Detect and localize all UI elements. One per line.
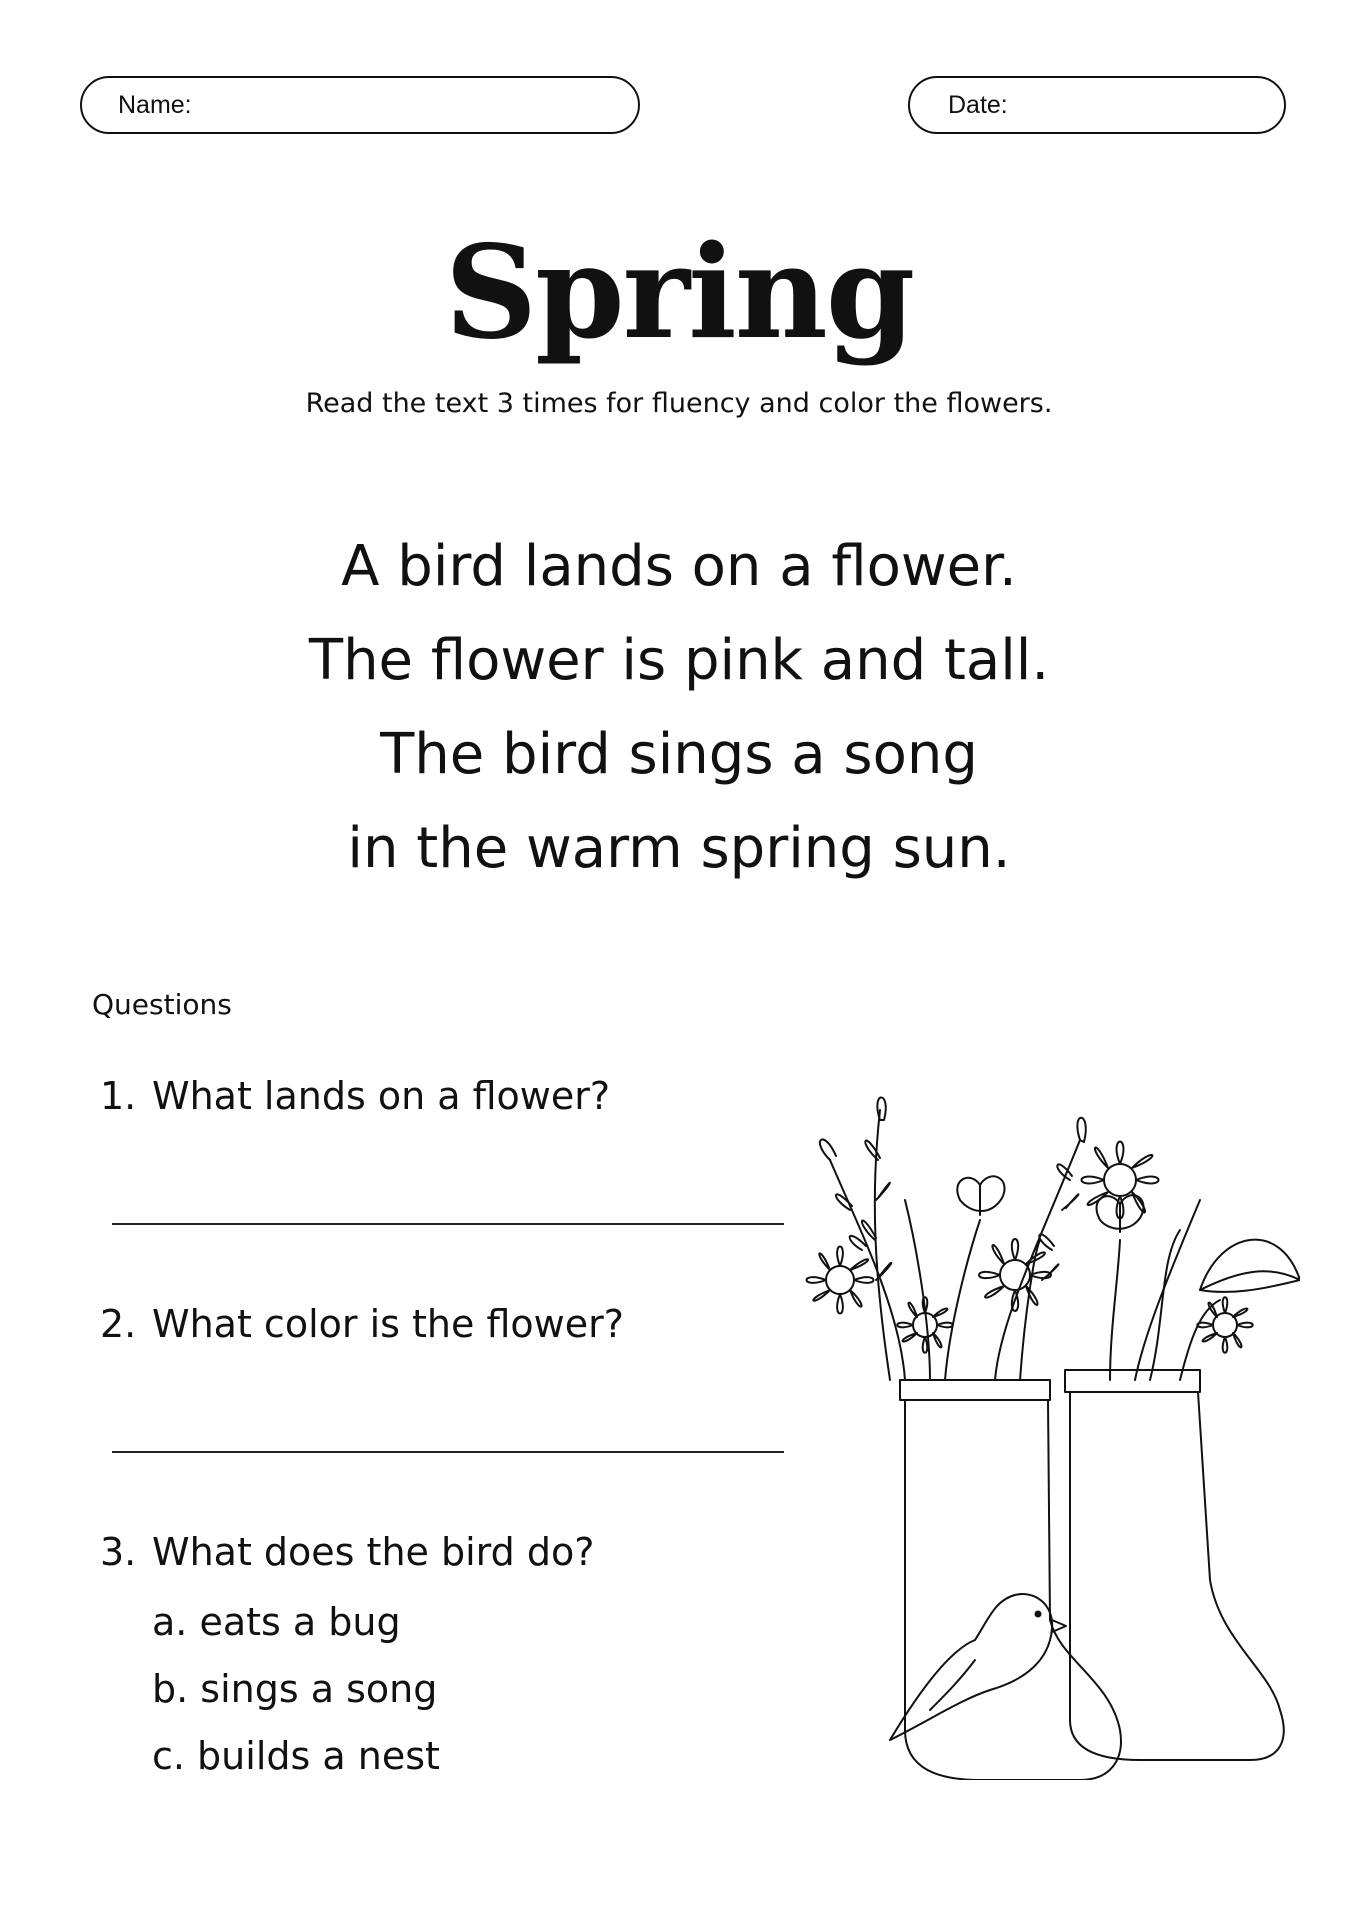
passage-line: in the warm spring sun. xyxy=(347,816,1011,881)
question-number: 2. xyxy=(100,1302,137,1346)
name-field[interactable] xyxy=(80,76,640,134)
page-title: Spring xyxy=(444,218,914,368)
passage-line: The bird sings a song xyxy=(380,722,978,787)
option-c[interactable]: c. builds a nest xyxy=(152,1734,440,1778)
instructions: Read the text 3 times for fluency and color the flowers. xyxy=(305,388,1053,419)
question-text: What does the bird do? xyxy=(152,1530,595,1574)
flowers-in-boots-with-bird-illustration-icon xyxy=(780,1080,1300,1780)
answer-line-2[interactable] xyxy=(112,1451,784,1453)
questions-heading: Questions xyxy=(92,988,232,1021)
question-number: 1. xyxy=(100,1074,137,1118)
name-label: Name: xyxy=(118,90,192,119)
option-b[interactable]: b. sings a song xyxy=(152,1667,438,1711)
question-3 xyxy=(100,1530,594,1574)
question-2 xyxy=(100,1302,624,1346)
passage-line: A bird lands on a flower. xyxy=(341,534,1017,599)
question-number: 3. xyxy=(100,1530,137,1574)
question-text: What color is the flower? xyxy=(152,1302,624,1346)
question-1 xyxy=(100,1074,610,1118)
date-label: Date: xyxy=(948,90,1008,119)
reading-passage xyxy=(0,520,1358,896)
question-text: What lands on a flower? xyxy=(152,1074,611,1118)
answer-line-1[interactable] xyxy=(112,1223,784,1225)
date-field[interactable] xyxy=(908,76,1286,134)
passage-line: The flower is pink and tall. xyxy=(308,628,1050,693)
option-a[interactable]: a. eats a bug xyxy=(152,1600,401,1644)
